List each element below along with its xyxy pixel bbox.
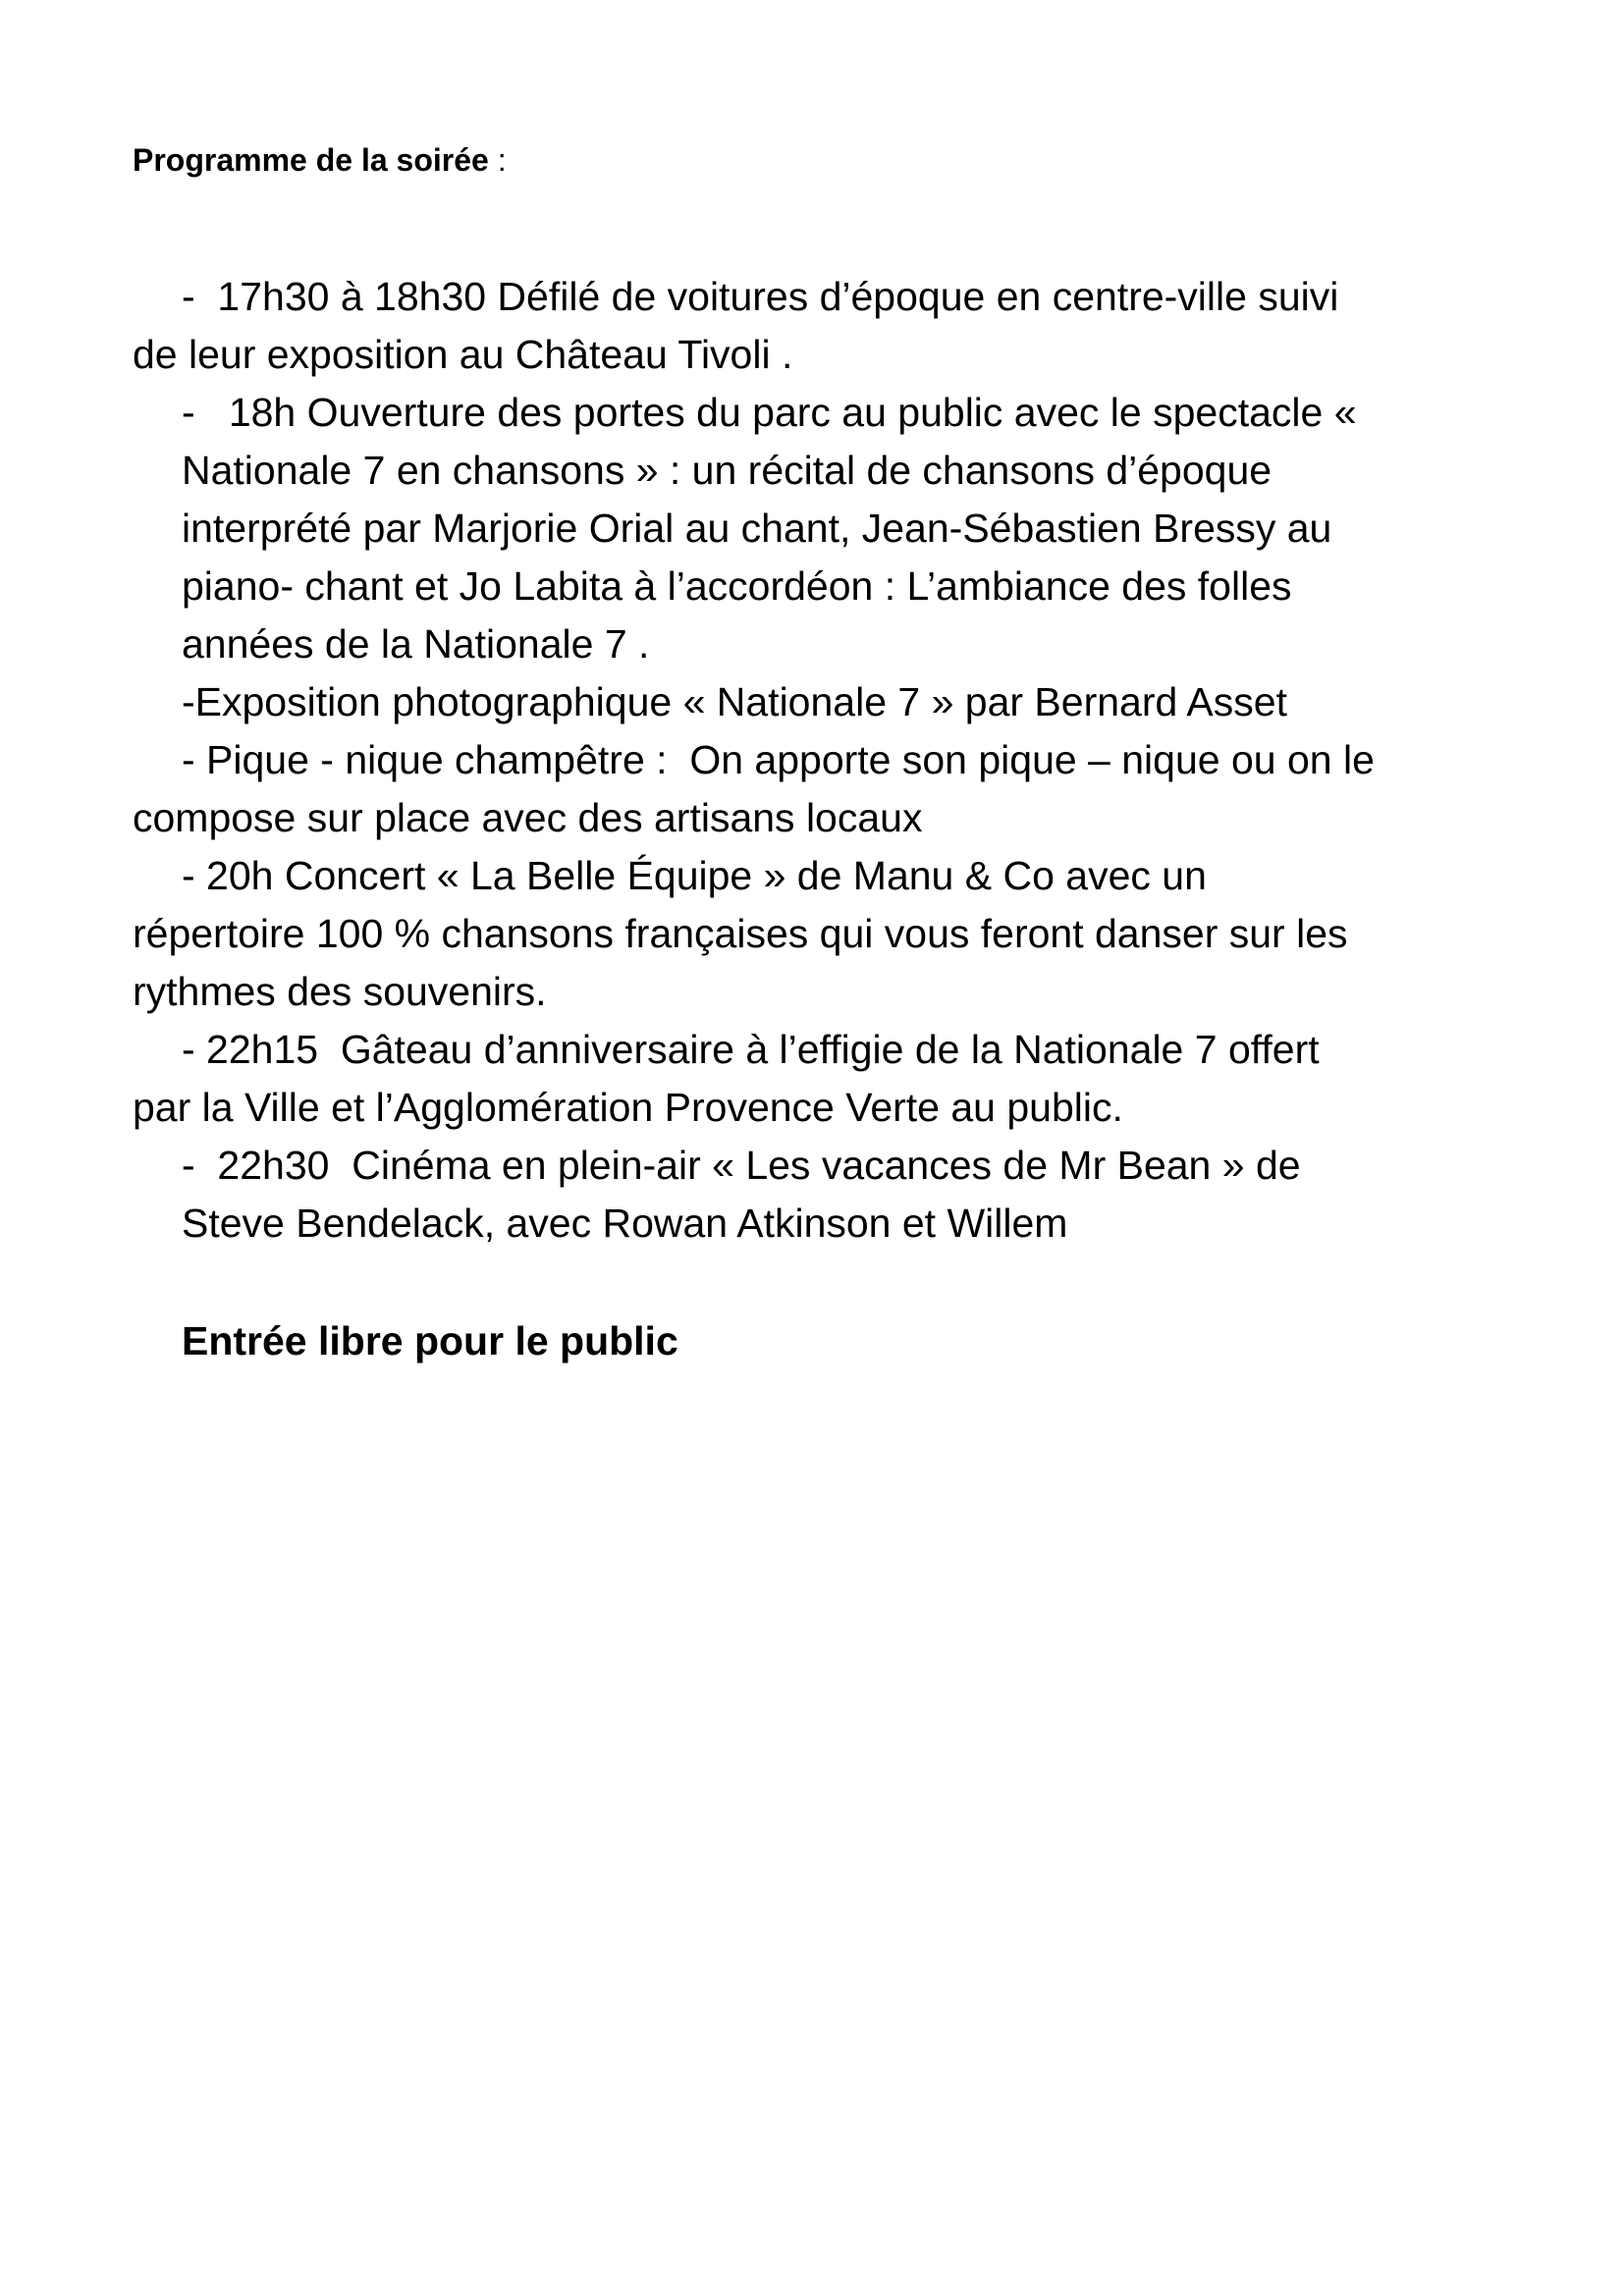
program-line: - 17h30 à 18h30 Défilé de voitures d’époque en centre-ville suivi [182,274,1339,319]
program-line: interprété par Marjorie Orial au chant, Jean-Sébastien Bressy au [182,506,1332,551]
program-line: répertoire 100 % chansons françaises qui vous feront danser sur les [133,911,1348,956]
program-line: piano- chant et Jo Labita à l’accordéon : L’ambiance des folles [182,563,1292,609]
program-line: de leur exposition au Château Tivoli . [133,332,793,377]
program-line: compose sur place avec des artisans locaux [133,795,923,840]
program-line: - Pique - nique champêtre : On apporte son pique – nique ou on le [182,737,1375,782]
program-heading-suffix: : [488,142,507,178]
program-line: -Exposition photographique « Nationale 7 » par Bernard Asset [182,679,1287,724]
free-entry-notice: Entrée libre pour le public [182,1318,678,1363]
program-line: Nationale 7 en chansons » : un récital de chansons d’époque [182,448,1272,493]
program-line: par la Ville et l’Agglomération Provence Verte au public. [133,1085,1123,1130]
program-line: - 22h15 Gâteau d’anniversaire à l’effigie de la Nationale 7 offert [182,1027,1320,1072]
program-heading-label: Programme de la soirée [133,142,489,178]
program-line: - 22h30 Cinéma en plein-air « Les vacances de Mr Bean » de [182,1143,1301,1188]
program-heading [133,140,507,180]
program-line: - 18h Ouverture des portes du parc au public avec le spectacle « [182,390,1357,435]
program-line: Steve Bendelack, avec Rowan Atkinson et Willem [182,1201,1068,1246]
program-line: rythmes des souvenirs. [133,969,547,1014]
program-line: - 20h Concert « La Belle Équipe » de Manu & Co avec un [182,853,1207,898]
program-line: années de la Nationale 7 . [182,621,650,667]
